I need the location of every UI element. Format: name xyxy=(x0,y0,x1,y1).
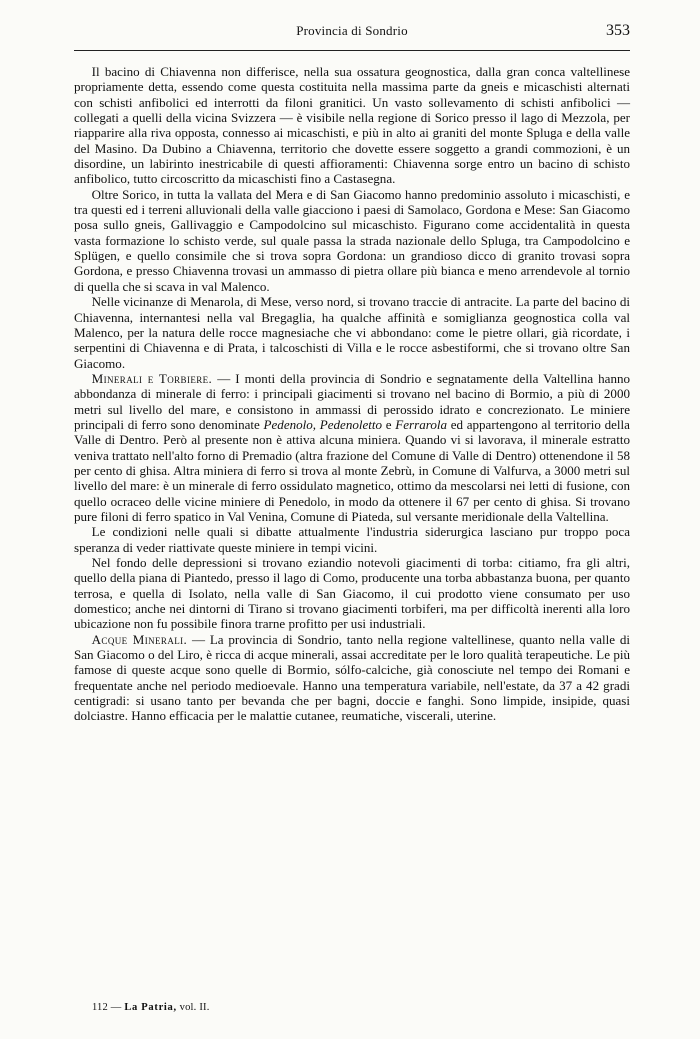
section-heading-mineral-waters: Acque Minerali. xyxy=(91,631,188,647)
paragraph-text: Nel fondo delle depressioni si trovano eziandio notevoli giacimenti di torba: citiamo, fra gli altri, quello della piana di Piantedo, presso il lago di Como, producente una torba abbastanza buona, per quanto terrosa, e quella di Isolato, nella valle di San Giacomo, il cui prodotto viene consumato per uso domestico; anche nei dintorni di Tirano si trovano giacimenti torbiferi, ma per difficoltà inerenti alla loro ubicazione non fu possibile finora trarne profitto per usi industriali. xyxy=(74,555,630,632)
publication-title: La Patria, xyxy=(124,1002,177,1013)
paragraph-text: — La provincia di Sondrio, tanto nella regione valtellinese, quanto nella valle di San Giacomo o del Liro, è ricca di acque minerali, assai accreditate per le loro qualità terapeutiche. Le più famose di queste acque sono quelle di Bormio, sólfo-calciche, già conosciute nel tempo dei Romani e frequentate anche nel periodo medioevale. Hanno una temperatura variabile, nell'estate, da 37 a 42 gradi centigradi: si usano tanto per bevanda che per bagni, doccie e fanghi. Sono limpide, insipide, quasi dolciastre. Hanno efficacia per le malattie cutanee, reumatiche, viscerali, uterine. xyxy=(74,631,630,724)
running-header xyxy=(74,16,630,46)
paragraph-text: — I monti della provincia di Sondrio e segnatamente della Valtellina hanno abbondanza di minerale di ferro: i principali giacimenti si trovano nel bacino di Bormio, a più di 2000 metri sul livello del mare, e consistono in ammassi di perossido idrato e concrezionato. Le miniere principali di ferro sono denominate xyxy=(74,370,631,432)
paragraph-mera-valley xyxy=(74,187,630,294)
page-footer xyxy=(92,1001,210,1015)
header-rule xyxy=(74,50,630,51)
paragraph-text: Oltre Sorico, in tutta la vallata del Mera e di San Giacomo hanno predominio assoluto i micaschisti, e tra questi ed i terreni alluvionali della valle giacciono i paesi di Samolaco, Gordona e Mese: San Giacomo posa sullo gneis, Gallivaggio e Campodolcino sul micaschisto. Figurano come accidentalità in questa vasta formazione lo schisto verde, sul quale passa la strada nazionale dello Spluga, tra Campodolcino e Splügen, e quello consimile che si trova sopra Gordona: un grandioso dicco di granito trovasi sopra Gordona, e presso Chiavenna trovasi un ammasso di pietra ollare più bianca e meno arrendevole al tornio di quella che si scava in val Malenco. xyxy=(74,186,630,294)
paragraph-peat xyxy=(74,555,630,632)
paragraph-text: Il bacino di Chiavenna non differisce, nella sua ossatura geognostica, dalla gran conca valtellinese propriamente detta, essendo come questa costituita nella massima parte da gneis e micaschisti alternati con schisti anfibolici ed interrotti da filoni granitici. Un vasto sollevamento di schisti anfibolici — collegati a quelli della vicina Svizzera — è visibile nella regione di Sorico presso il lago di Mezzola, per riapparire alla riva opposta, connesso ai micaschisti, e più in alto ai graniti del monte Spluga e della valle del Masino. Da Dubino a Chiavenna, territorio che dovette essere soggetto a grandi commozioni, è un disordine, un labirinto inestricabile di questi affioramenti: Chiavenna sorge entro un bacino di schisto anfibolico, tutto circoscritto da micaschisti fino a Castasegna. xyxy=(74,64,630,187)
paragraph-text: Le condizioni nelle quali si dibatte attualmente l'industria siderurgica lasciano pur troppo poca speranza di veder riattivate queste miniere in tempi vicini. xyxy=(74,524,630,555)
paragraph-chiavenna-basin xyxy=(74,64,630,187)
page-number: 353 xyxy=(606,22,630,39)
mine-name-italic: Ferrarola xyxy=(395,416,447,432)
signature-mark: 112 — xyxy=(92,1002,122,1013)
mine-names-italic: Pedenolo, Pedenoletto xyxy=(263,416,383,432)
paragraph-minerals xyxy=(74,371,630,524)
paragraph-text: e xyxy=(382,416,396,432)
page-title: Provincia di Sondrio xyxy=(296,23,408,38)
volume-label: vol. II. xyxy=(179,1002,210,1013)
paragraph-siderurgy xyxy=(74,524,630,555)
paragraph-text: ed appartengono al territorio della Valle di Dentro. Però al presente non è attiva alcuna miniera. Quando vi si lavorava, il minerale estratto veniva trattato nell'alto forno di Premadio (altra frazione del Comune di Valle di Dentro) ottenendone il 58 per cento di ghisa. Altra miniera di ferro si trova al monte Zebrù, in Comune di Valfurva, a 3000 metri sul livello del mare: è un minerale di ferro ossidulato magnetico, ottimo da mescolarsi nei letti di fusione, con quello ocraceo delle vicine miniere di Penedolo, in modo da ottenere il 67 per cento di ghisa. Si trovano pure filoni di ferro spatico in Val Venina, Comune di Piateda, sul versante meridionale della Valtellina. xyxy=(74,416,630,524)
body-text xyxy=(74,64,630,724)
paragraph-menarola xyxy=(74,294,630,371)
section-heading-minerals: Minerali e Torbiere. xyxy=(91,370,213,386)
paragraph-mineral-waters xyxy=(74,632,630,724)
paragraph-text: Nelle vicinanze di Menarola, di Mese, verso nord, si trovano traccie di antracite. La parte del bacino di Chiavenna, internantesi nella val Bregaglia, ha qualche affinità e somiglianza geognostica colla val Malenco, per la natura delle rocce magnesiache che vi abbondano: come le pietre ollari, già ricordate, i serpentini di Chiavenna e di Prata, i talcoschisti di Villa e le rocce asbestiformi, che si trovano oltre San Giacomo. xyxy=(74,294,630,371)
